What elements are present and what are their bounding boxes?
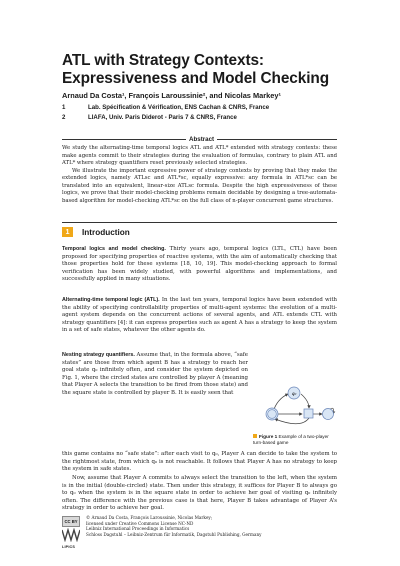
abstract-heading: Abstract [186,136,217,143]
section-heading [62,227,130,237]
right-node [323,409,334,420]
caption-label: Figure 1 [259,434,278,439]
footer-line: licensed under Creative Commons License NC-ND [86,520,194,526]
footer-text [86,515,262,537]
paragraph-run-head: Temporal logics and model checking. [62,246,166,252]
intro-paragraph-1 [62,246,337,284]
square-node [304,409,313,418]
paragraph-text: Assume that, in the formula above, “safe states” are those from which agent B has a strategy to reach her goal state q₀ infinitely often, and consider the system depicted on Fig. 1, where the circled states are controlled by player A (meaning that Player A selects the transition to be fired from those state) and the square state is controlled by player B. It is easily seen that [62,352,248,396]
figure-caption [253,434,339,446]
paragraph-text: In the last ten years, temporal logics have been extended with the ability of specifying controllability properties of multi-agent systems: the evolution of a multi-agent system depends on the concurrent actions of several agents, and ATL extends CTL with strategy quantifiers [4]: it can express properties such as agent A has a strategy to keep the system in a set of safe states, whatever the other agents do. [62,297,337,334]
footer-line: Schloss Dagstuhl – Leibniz-Zentrum für Informatik, Dagstuhl Publishing, Germany [86,531,262,537]
paragraph-run-head: Nesting strategy quantifiers. [62,352,135,358]
paragraph-text: Thirty years ago, temporal logics (LTL, CTL) have been proposed for specifying properties of reactive systems, with the aim of automatically checking that those properties hold for these systems [18, 10, 19]. This model-checking approach to formal verification has been widely studied, with powerful algorithms and implementations, and successfully applied in many situations. [62,246,337,283]
affiliation-1 [62,104,269,111]
intro-paragraph-2 [62,297,337,335]
paragraph-run-head: Alternating-time temporal logic (ATL). [62,297,160,303]
affiliation-text: Lab. Spécification & Vérification, ENS Cachan & CNRS, France [88,104,270,111]
author-list: Arnaud Da Costa¹, François Laroussinie², and Nicolas Markey¹ [62,91,281,100]
lipics-logo-icon [62,528,80,542]
edge-square-to-init [275,418,309,424]
affiliation-2 [62,114,237,121]
section-number: 1 [62,227,73,237]
intro-paragraph-3 [62,352,248,398]
cc-license-badge: CC BY [62,516,80,527]
edge-from-q0 [301,394,309,408]
paper-title: ATL with Strategy Contexts: Expressiveness and Model Checking [62,52,329,87]
abstract-rule-bottom [62,222,337,223]
caption-text: Example of a two-player turn-based game [253,434,329,446]
intro-paragraph-3-continued [62,451,337,474]
game-figure [253,383,338,433]
footer-line: Leibniz International Proceedings in Informatics [86,526,190,532]
paragraph-text: this game contains no “safe state”: after each visit to q₀, Player A can decide to take the system to the rightmost state, from which q₀ is not reachable. It follows that Player A has no strategy to keep the system in safe states. [62,451,337,473]
lipics-wordmark: LIPICS [62,545,76,549]
abstract-paragraph: We study the alternating-time temporal logics ATL and ATL* extended with strategy contexts: these make agents commit to their strategies during the evaluation of formulas, contrary to plain ATL and ATL* where strategy quantifiers reset previously selected strategies. [62,145,337,166]
abstract-body [62,145,337,205]
affiliation-text: LIAFA, Univ. Paris Diderot - Paris 7 & CNRS, France [88,114,237,121]
q0-label: q₀ [291,392,297,397]
figure-marker-icon [253,434,257,438]
paragraph-text: Now, assume that Player A commits to always select the transition to the left, when the system is in the initial (double-circled) state. Then under this strategy, it suffices for Player B to always go to q₀ when the system is in the square state in order to achieve her goal of visiting q₀ infinitely often. The difference with the previous case is that here, Player B takes advantage of Player A’s strategy in order to achieve her goal. [62,475,337,512]
affiliation-number: 2 [62,114,66,121]
section-title: Introduction [82,227,130,237]
intro-paragraph-4 [62,475,337,513]
footer-line: © Arnaud Da Costa, François Laroussinie, Nicolas Markey; [86,515,213,520]
affiliation-number: 1 [62,104,66,111]
abstract-paragraph: We illustrate the important expressive power of strategy contexts by proving that they make the extended logics, namely ATLsc and ATL*sc, equally expressive: any formula in ATL*sc can be translated into an equivalent, linear-size ATLsc formula. Despite the high expressiveness of these logics, we prove that their model-checking problems remain decidable by designing a tree-automata-based algorithm for model-checking ATL*sc on the full class of n-player concurrent game structures. [62,167,337,204]
